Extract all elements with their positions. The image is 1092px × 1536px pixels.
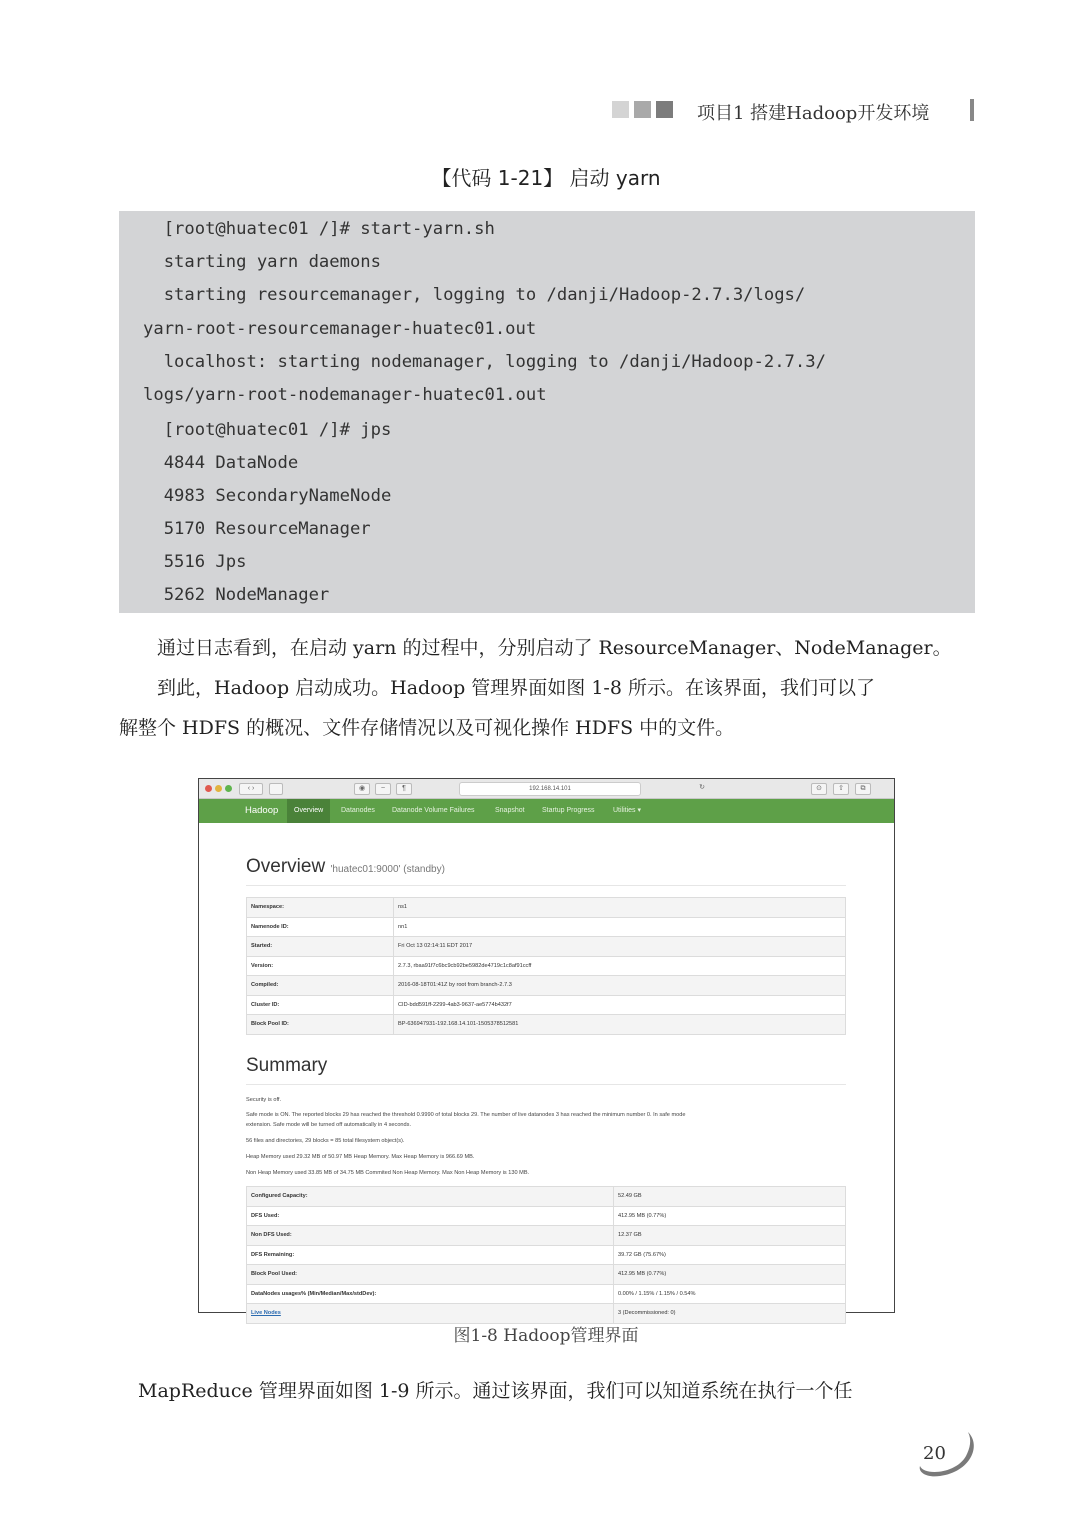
overview-title: Overview (246, 856, 326, 877)
table-row (247, 1265, 846, 1285)
summary-line: Security is off. (246, 1097, 282, 1103)
running-header-title: 项目1 搭建Hadoop开发环境 (697, 103, 930, 124)
overview-subtitle: 'huatec01:9000' (standby) (330, 864, 445, 875)
code-line: 5262 NodeManager (143, 585, 330, 605)
body-paragraph: MapReduce 管理界面如图 1-9 所示。通过该界面，我们可以知道系统在执行一个任 (119, 1380, 853, 1402)
code-line: 5516 Jps (143, 552, 247, 572)
header-square (656, 101, 673, 118)
summary-line: Heap Memory used 29.32 MB of 50.97 MB Heap Memory. Max Heap Memory is 966.69 MB. (246, 1154, 475, 1160)
sidebar-icon (269, 783, 283, 795)
hadoop-screenshot (198, 778, 895, 1317)
table-key: DFS Used: (247, 1206, 614, 1226)
table-key: Configured Capacity: (247, 1187, 614, 1207)
minimize-dot-icon (215, 785, 222, 792)
nav-tab-startup-progress: Startup Progress (542, 807, 595, 814)
figure-caption: 图1-8 Hadoop管理界面 (453, 1326, 639, 1346)
table-value: 52.49 GB (614, 1187, 846, 1207)
table-row (247, 976, 846, 996)
code-line: 5170 ResourceManager (143, 519, 371, 539)
table-key: Version: (247, 956, 394, 976)
nav-brand: Hadoop (245, 805, 279, 816)
nav-tab-utilities: Utilities ▾ (613, 807, 642, 814)
header-square (612, 101, 629, 118)
table-value: nn1 (394, 917, 846, 937)
table-value: 412.95 MB (0.77%) (614, 1265, 846, 1285)
shield-icon: ◉ (354, 783, 370, 795)
table-value: ns1 (394, 898, 846, 918)
table-key: DataNodes usages% (Min/Median/Max/stdDev): (247, 1284, 614, 1304)
table-value: CID-bdd591ff-2299-4ab3-9637-ae5774b432f7 (394, 995, 846, 1015)
table-key: Cluster ID: (247, 995, 394, 1015)
nav-tab-overview: Overview (287, 799, 330, 823)
table-row (247, 917, 846, 937)
table-row (247, 1245, 846, 1265)
table-value: 2016-08-18T01:41Z by root from branch-2.7.3 (394, 976, 846, 996)
summary-table (246, 1186, 846, 1324)
table-key: Non DFS Used: (247, 1226, 614, 1246)
header-square (634, 101, 651, 118)
table-value: 0.00% / 1.15% / 1.15% / 0.54% (614, 1284, 846, 1304)
table-value: Fri Oct 13 02:14:11 EDT 2017 (394, 937, 846, 957)
table-value: 2.7.3, rbaa91f7c6bc9cb92be5982de4719c1c8af91ccff (394, 956, 846, 976)
body-paragraph: 到此，Hadoop 启动成功。Hadoop 管理界面如图 1-8 所示。在该界面，我们可以了 (119, 677, 875, 699)
table-row (247, 1284, 846, 1304)
nav-tab-snapshot: Snapshot (495, 807, 525, 814)
code-line: yarn-root-resourcemanager-huatec01.out (143, 319, 537, 339)
code-line: [root@huatec01 /]# start-yarn.sh (143, 219, 495, 239)
table-row (247, 995, 846, 1015)
summary-title: Summary (246, 1055, 328, 1076)
divider (246, 885, 846, 886)
table-key: Block Pool ID: (247, 1015, 394, 1035)
table-value: 3 (Decommissioned: 0) (614, 1304, 846, 1324)
table-value: 39.72 GB (75.67%) (614, 1245, 846, 1265)
overview-table (246, 897, 846, 1035)
back-forward-icon: ‹ › (239, 783, 263, 795)
table-key: Namenode ID: (247, 917, 394, 937)
code-line: 4844 DataNode (143, 453, 299, 473)
header-bar (970, 99, 974, 121)
summary-line: extension. Safe mode will be turned off automatically in 4 seconds. (246, 1122, 412, 1128)
overview-heading (246, 856, 445, 878)
code-line: logs/yarn-root-nodemanager-huatec01.out (143, 385, 547, 405)
pin-icon: ¶ (396, 783, 412, 795)
address-bar: 192.168.14.101 (459, 782, 641, 796)
table-row (247, 937, 846, 957)
code-line: starting yarn daemons (143, 252, 381, 272)
table-key: Started: (247, 937, 394, 957)
reload-icon: ↻ (699, 784, 705, 791)
table-value: BP-636947931-192.168.14.101-1505378512581 (394, 1015, 846, 1035)
code-line: 4983 SecondaryNameNode (143, 486, 392, 506)
summary-line: Non Heap Memory used 33.85 MB of 34.75 MB Commited Non Heap Memory. Max Non Heap Memory is 130 MB. (246, 1170, 530, 1176)
table-key: Namespace: (247, 898, 394, 918)
header-squares (612, 101, 673, 118)
table-row (247, 1187, 846, 1207)
divider (246, 1084, 846, 1085)
code-line: localhost: starting nodemanager, logging to /danji/Hadoop-2.7.3/ (143, 352, 826, 372)
table-key: Compiled: (247, 976, 394, 996)
page-number: 20 (923, 1443, 946, 1464)
share-icon: ⇧ (833, 783, 849, 795)
table-row (247, 1226, 846, 1246)
extension-icon: ~ (375, 783, 391, 795)
code-caption: 【代码 1-21】 启动 yarn (431, 166, 661, 190)
summary-line: 56 files and directories, 29 blocks = 85 total filesystem object(s). (246, 1138, 405, 1144)
table-value: 12.37 GB (614, 1226, 846, 1246)
table-row (247, 1206, 846, 1226)
browser-toolbar (199, 779, 894, 799)
tabs-icon: ⧉ (855, 783, 871, 795)
nav-tab-datanodes: Datanodes (341, 807, 375, 814)
close-dot-icon (205, 785, 212, 792)
code-line: [root@huatec01 /]# jps (143, 420, 392, 440)
table-value: 412.95 MB (0.77%) (614, 1206, 846, 1226)
table-row (247, 956, 846, 976)
hadoop-navbar (199, 799, 894, 823)
code-block (119, 211, 975, 613)
table-row (247, 898, 846, 918)
table-key: DFS Remaining: (247, 1245, 614, 1265)
table-key: Block Pool Used: (247, 1265, 614, 1285)
zoom-dot-icon (225, 785, 232, 792)
code-line: starting resourcemanager, logging to /danji/Hadoop-2.7.3/logs/ (143, 285, 806, 305)
nav-tab-volume-failures: Datanode Volume Failures (392, 807, 475, 814)
table-row (247, 1015, 846, 1035)
body-paragraph: 通过日志看到，在启动 yarn 的过程中，分别启动了 ResourceManager、NodeManager。 (119, 637, 952, 659)
download-icon: ⊙ (811, 783, 827, 795)
summary-line: Safe mode is ON. The reported blocks 29 has reached the threshold 0.9990 of total blocks 29. The number of live datanodes 3 has reached the minimum number 0. In safe mode (246, 1112, 686, 1118)
body-paragraph: 解整个 HDFS 的概况、文件存储情况以及可视化操作 HDFS 中的文件。 (119, 717, 735, 739)
live-nodes-link: Live Nodes (247, 1304, 614, 1324)
